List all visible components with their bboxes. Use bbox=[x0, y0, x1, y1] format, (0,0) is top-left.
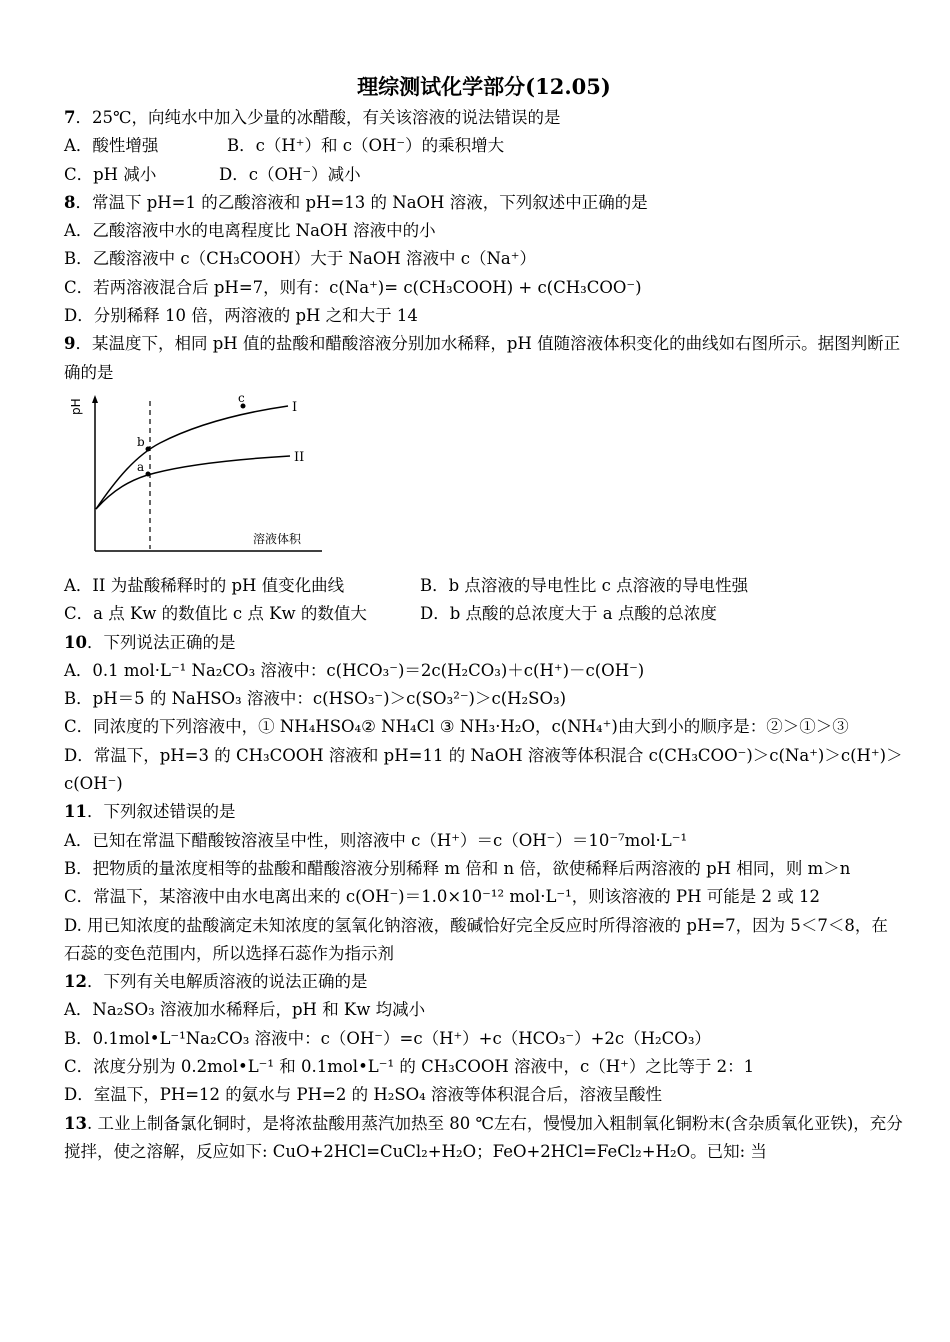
curve-ii bbox=[96, 456, 290, 509]
option-a: A．Na₂SO₃ 溶液加水稀释后，pH 和 Kw 均减小 bbox=[64, 1000, 426, 1020]
ph-dilution-graph bbox=[70, 391, 330, 566]
point-a-marker bbox=[146, 471, 151, 476]
question-8-stem: 8．常温下 pH=1 的乙酸溶液和 pH=13 的 NaOH 溶液，下列叙述中正确的是 bbox=[64, 192, 648, 212]
option-c: C．浓度分别为 0.2mol•L⁻¹ 和 0.1mol•L⁻¹ 的 CH₃COOH 溶液中，c（H⁺）之比等于 2：1 bbox=[64, 1057, 755, 1077]
curve-ii-label: II bbox=[294, 449, 305, 465]
option-b: B．乙酸溶液中 c（CH₃COOH）大于 NaOH 溶液中 c（Na⁺） bbox=[64, 249, 536, 269]
option-c: C．a 点 Kw 的数值比 c 点 Kw 的数值大 bbox=[64, 604, 367, 624]
curve-i-label: I bbox=[292, 399, 298, 415]
question-number: 10 bbox=[64, 632, 87, 652]
point-a-label: a bbox=[137, 459, 145, 474]
option-a: A．II 为盐酸稀释时的 pH 值变化曲线 bbox=[64, 575, 345, 595]
question-number: 8 bbox=[64, 192, 76, 212]
question-number: 7 bbox=[64, 108, 76, 127]
option-d: D. 用已知浓度的盐酸滴定未知浓度的氢氧化钠溶液，酸碱恰好完全反应时所得溶液的 pH=7，因为 5＜7＜8，在石蕊的变色范围内，所以选择石蕊作为指示剂 bbox=[64, 915, 888, 963]
option-a: A．乙酸溶液中水的电离程度比 NaOH 溶液中的小 bbox=[64, 221, 436, 241]
option-d: D．室温下，PH=12 的氨水与 PH=2 的 H₂SO₄ 溶液等体积混合后，溶液呈酸性 bbox=[64, 1085, 663, 1105]
question-10-stem: 10．下列说法正确的是 bbox=[64, 632, 236, 652]
question-number: 11 bbox=[64, 802, 87, 822]
option-d: D．c（OH⁻）减小 bbox=[219, 164, 361, 184]
option-c: C．若两溶液混合后 pH=7，则有：c(Na⁺)= c(CH₃COOH) + c(CH₃COO⁻) bbox=[64, 277, 642, 297]
option-d: D．分别稀释 10 倍，两溶液的 pH 之和大于 14 bbox=[64, 306, 418, 326]
option-d: D．常温下，pH=3 的 CH₃COOH 溶液和 pH=11 的 NaOH 溶液等体积混合 c(CH₃COO⁻)＞c(Na⁺)＞c(H⁺)＞c(OH⁻) bbox=[64, 745, 903, 794]
option-a: A．已知在常温下醋酸铵溶液呈中性，则溶液中 c（H⁺）＝c（OH⁻）＝10⁻⁷mol·L⁻¹ bbox=[64, 830, 688, 850]
question-9-options-cd bbox=[64, 600, 904, 628]
option-a: A．酸性增强 bbox=[64, 136, 159, 156]
question-12-stem: 12．下列有关电解质溶液的说法正确的是 bbox=[64, 972, 368, 992]
page-title: 理综测试化学部分(12.05) bbox=[357, 74, 611, 99]
question-number: 9 bbox=[64, 334, 76, 354]
point-c-label: c bbox=[238, 390, 245, 405]
option-a: A．0.1 mol·L⁻¹ Na₂CO₃ 溶液中：c(HCO₃⁻)＝2c(H₂CO₃)＋c(H⁺)－c(OH⁻) bbox=[64, 660, 645, 680]
option-b: B．pH＝5 的 NaHSO₃ 溶液中：c(HSO₃⁻)＞c(SO₃²⁻)＞c(H₂SO₃) bbox=[64, 689, 567, 709]
question-number: 12 bbox=[64, 972, 87, 992]
y-axis-label: pH bbox=[70, 398, 83, 415]
question-9-options-ab bbox=[64, 572, 904, 600]
option-c: C．pH 减小 bbox=[64, 164, 157, 184]
question-7-options-ab bbox=[64, 132, 904, 160]
y-axis-arrow bbox=[92, 395, 98, 403]
question-7-stem: 7．25℃，向纯水中加入少量的冰醋酸，有关该溶液的说法错误的是 bbox=[64, 108, 561, 127]
question-9-stem: 9．某温度下，相同 pH 值的盐酸和醋酸溶液分别加水稀释，pH 值随溶液体积变化的曲线如右图所示。据图判断正确的是 bbox=[64, 334, 901, 382]
option-b: B．把物质的量浓度相等的盐酸和醋酸溶液分别稀释 m 倍和 n 倍，欲使稀释后两溶液的 pH 相同，则 m＞n bbox=[64, 858, 851, 878]
option-c: C．常温下，某溶液中由水电离出来的 c(OH⁻)＝1.0×10⁻¹² mol·L⁻¹，则该溶液的 PH 可能是 2 或 12 bbox=[64, 887, 820, 907]
point-b-marker bbox=[146, 446, 151, 451]
point-b-label: b bbox=[137, 434, 145, 449]
x-axis-label: 溶液体积 bbox=[253, 531, 302, 546]
option-b: B．0.1mol•L⁻¹Na₂CO₃ 溶液中：c（OH⁻）=c（H⁺）+c（HCO₃⁻）+2c（H₂CO₃） bbox=[64, 1028, 711, 1048]
question-number: 13 bbox=[64, 1113, 87, 1133]
option-d: D．b 点酸的总浓度大于 a 点酸的总浓度 bbox=[420, 604, 717, 624]
option-b: B．c（H⁺）和 c（OH⁻）的乘积增大 bbox=[227, 136, 505, 156]
graph-svg bbox=[70, 391, 330, 566]
question-7-options-cd bbox=[64, 161, 904, 189]
question-13-stem: 13. 工业上制备氯化铜时，是将浓盐酸用蒸汽加热至 80 ℃左右，慢慢加入粗制氧化铜粉末(含杂质氧化亚铁)，充分搅拌，使之溶解，反应如下: CuO+2HCl=CuCl₂+H₂O；FeO+2HCl=FeCl₂+H₂O。已知: 当 bbox=[64, 1113, 903, 1161]
question-11-stem: 11．下列叙述错误的是 bbox=[64, 802, 236, 822]
option-c: C．同浓度的下列溶液中，① NH₄HSO₄② NH₄Cl ③ NH₃·H₂O，c(NH₄⁺)由大到小的顺序是：②＞①＞③ bbox=[64, 717, 849, 737]
option-b: B．b 点溶液的导电性比 c 点溶液的导电性强 bbox=[420, 575, 749, 595]
document-page bbox=[64, 72, 904, 1166]
